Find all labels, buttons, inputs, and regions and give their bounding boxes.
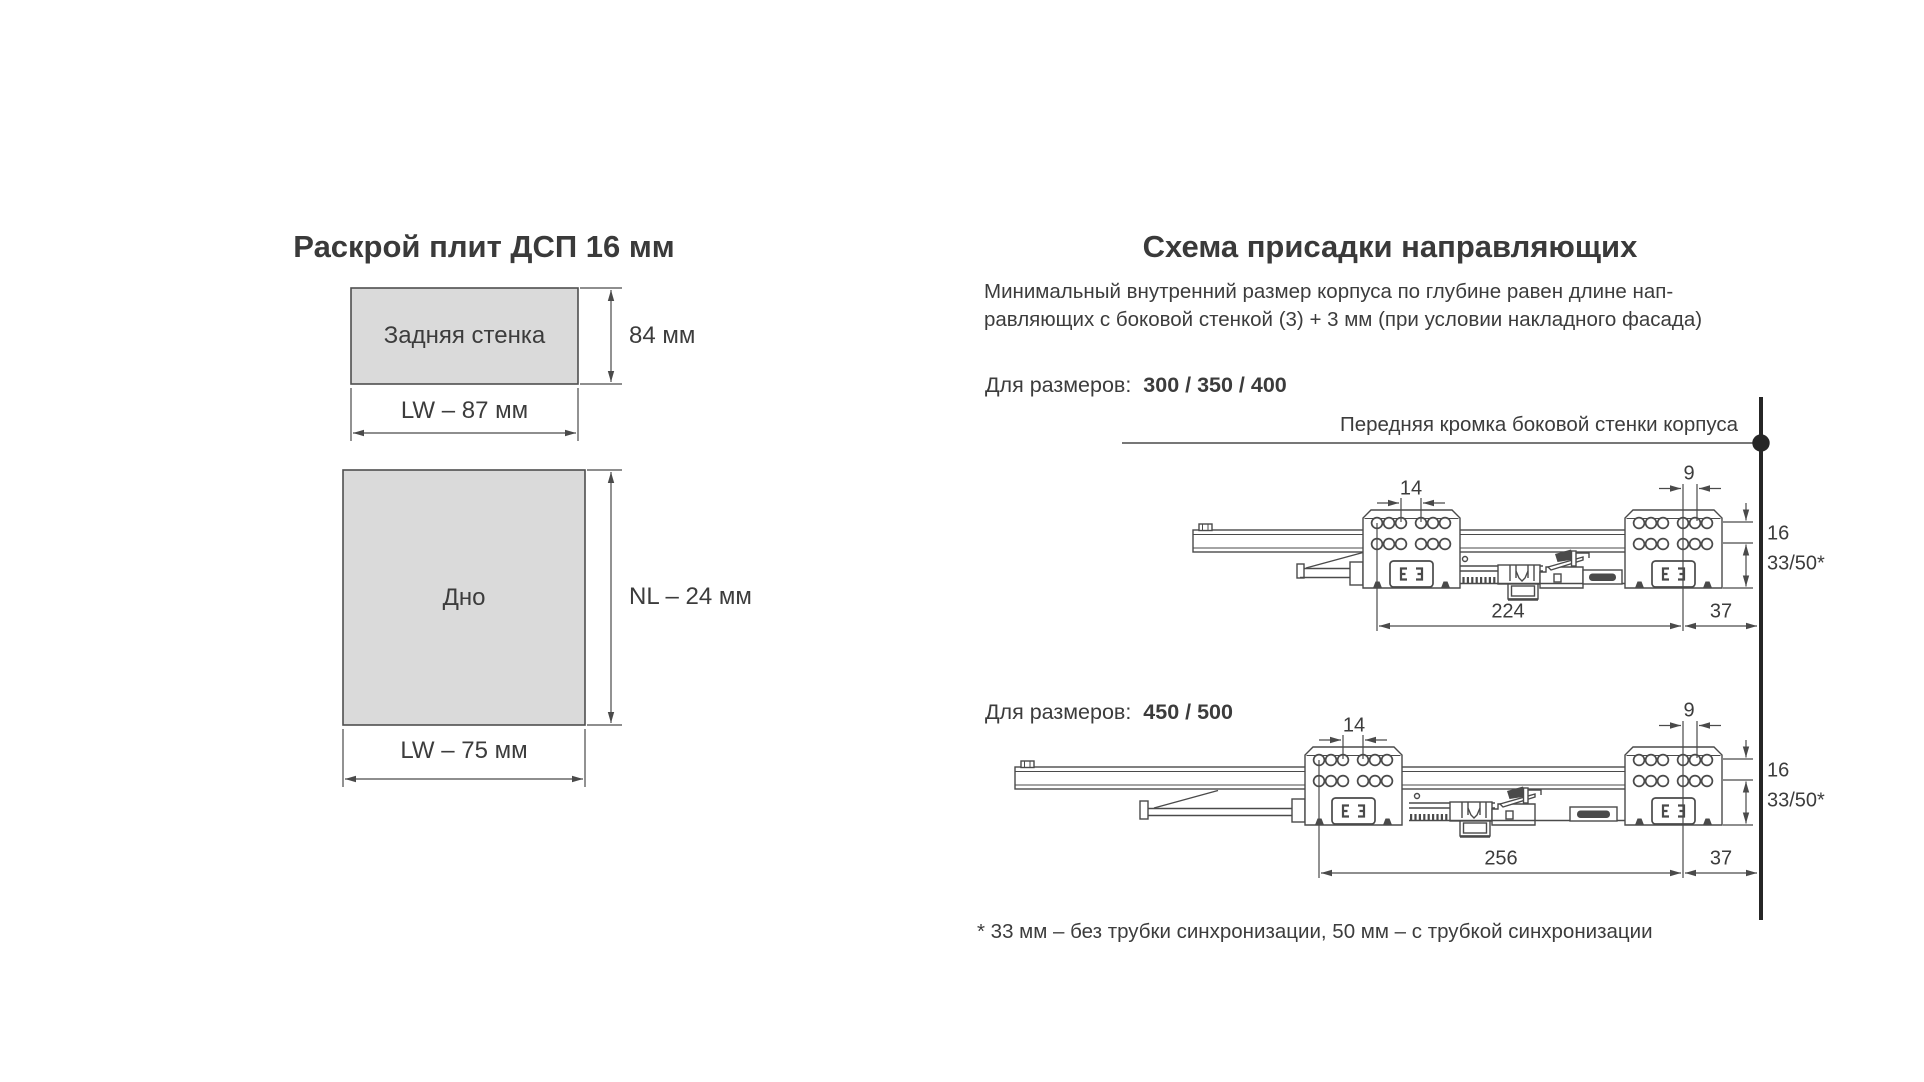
front-edge-reference — [1122, 397, 1770, 920]
d1-front-dim: 37 — [1709, 600, 1733, 623]
drilling-title: Схема присадки направляющих — [1142, 229, 1638, 264]
d2-rowgap-dim: 16 — [1767, 759, 1790, 782]
d2-height-dim: 33/50* — [1767, 789, 1825, 812]
back-panel-height-dim: 84 мм — [629, 322, 696, 349]
back-panel-width-dim: LW – 87 мм — [400, 397, 529, 424]
drilling-note-line1: Минимальный внутренний размер корпуса по глубине равен длине нап- — [984, 280, 1674, 303]
sizes-label-1: Для размеров: — [985, 373, 1132, 397]
d1-span-dim: 224 — [1491, 600, 1525, 623]
d2-pitch-dim: 14 — [1342, 714, 1366, 737]
sizes-values-1: 300 / 350 / 400 — [1143, 373, 1287, 397]
sizes-values-2: 450 / 500 — [1143, 700, 1233, 724]
bottom-panel-width-dim: LW – 75 мм — [400, 737, 528, 764]
d1-rowgap-dim: 16 — [1767, 522, 1790, 545]
cutting-title: Раскрой плит ДСП 16 мм — [293, 229, 675, 264]
d2-front-dim: 37 — [1709, 847, 1733, 870]
slide-diagram-1 — [1193, 510, 1722, 600]
bottom-panel-height-dim: NL – 24 мм — [629, 583, 752, 610]
sizes-label-2: Для размеров: — [985, 700, 1132, 724]
front-edge-label: Передняя кромка боковой стенки корпуса — [1339, 413, 1738, 436]
d1-pitch-dim: 14 — [1399, 477, 1423, 500]
drilling-note-line2: равляющих с боковой стенкой (3) + 3 мм (при условии накладного фасада) — [984, 308, 1703, 331]
sizes-row-1 — [985, 373, 1287, 398]
slide-diagram-2 — [1015, 747, 1722, 837]
sizes-row-2 — [985, 700, 1233, 725]
bottom-panel-label: Дно — [442, 583, 486, 611]
back-panel-label: Задняя стенка — [383, 322, 546, 349]
d2-offset-dim: 9 — [1683, 699, 1695, 722]
d2-span-dim: 256 — [1484, 847, 1518, 870]
footnote: * 33 мм – без трубки синхронизации, 50 мм – с трубкой синхронизации — [977, 920, 1653, 943]
d1-height-dim: 33/50* — [1767, 552, 1825, 575]
d1-offset-dim: 9 — [1683, 462, 1695, 485]
